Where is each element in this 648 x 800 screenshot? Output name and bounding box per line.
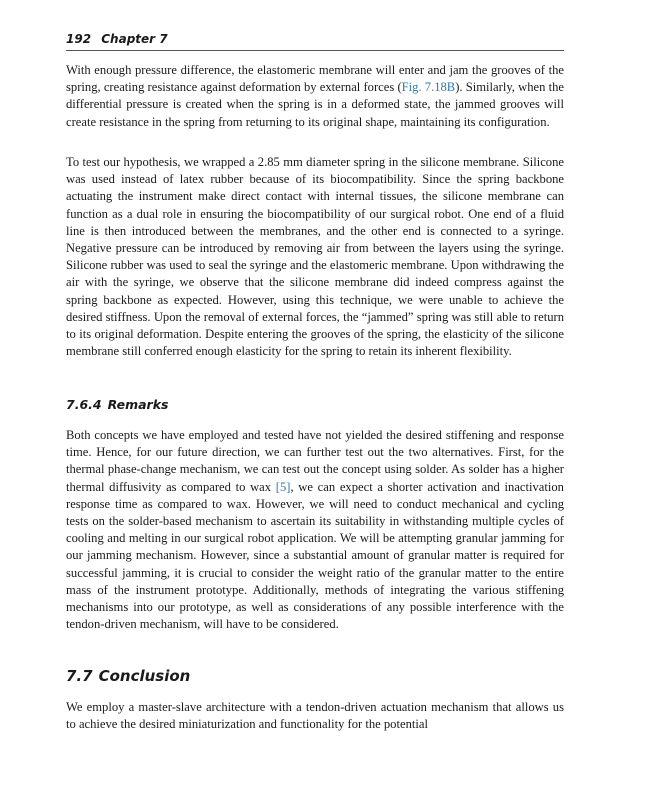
paragraph-remarks bbox=[66, 427, 564, 633]
citation-reference-link[interactable]: [5] bbox=[275, 479, 291, 494]
figure-reference-link[interactable]: Fig. 7.18B bbox=[401, 80, 456, 95]
paragraph-text: With enough pressure difference, the elastomeric membrane will enter and jam the grooves of the spring, creating resistance against deformation by external forces ( bbox=[66, 63, 564, 95]
paragraph-conclusion: We employ a master-slave architecture with a tendon-driven actuation mechanism that allows us to achieve the desired miniaturization and functionality for the potential bbox=[66, 700, 564, 732]
paragraph-text: , we can expect a shorter activation and inactivation response time as compared to wax. However, we will need to conduct mechanical and cycling tests on the solder-based mechanism to ascertain its suitability in withstanding multiple cycles of cooling and melting in our surgical robot application. We will be attempting granular jamming for our jamming mechanism. However, since a substantial amount of granular matter is required for successful jamming, it is crucial to consider the weight ratio of the granular matter to the entire mass of the instrument prototype. Additionally, methods of integrating the various stiffening mechanisms into our prototype, as well as considerations of any possible interference with the tendon-driven mechanism, will have to be considered. bbox=[66, 479, 564, 632]
section-title: Conclusion bbox=[98, 667, 191, 685]
section-number: 7.6.4 bbox=[66, 397, 102, 412]
section-heading-conclusion bbox=[66, 667, 190, 685]
paragraph-text: Both concepts we have employed and tested have not yielded the desired stiffening and response time. Hence, for our future direction, we can further test out the two alternatives. First, for the thermal phase-change mechanism, we can test out the concept using solder. As solder has a higher thermal diffusivity as compared to wax bbox=[66, 428, 564, 494]
section-number: 7.7 bbox=[66, 667, 93, 685]
page-number: 192 bbox=[66, 32, 92, 46]
section-heading-remarks bbox=[66, 397, 168, 412]
paragraph-hypothesis-test: To test our hypothesis, we wrapped a 2.85 mm diameter spring in the silicone membrane. Silicone was used instead of latex rubber because of its biocompatibility. Since the spring backbone actuating the instrument make direct contact with internal tissues, the silicone membrane can function as a dual role in ensuring the biocompatibility of our surgical robot. One end of a fluid line is then introduced between the membranes, and the other end is connected to a syringe. Negative pressure can be introduced by removing air from between the layers using the syringe. Silicone rubber was used to seal the syringe and the elastomeric membrane. Upon withdrawing the air with the syringe, we observe that the silicone membrane did indeed compress against the spring backbone as expected. However, using this technique, we were unable to achieve the desired stiffness. Upon the removal of external forces, the “jammed” spring was still able to return to its original deformation. Despite entering the grooves of the spring, the elasticity of the silicone membrane still conferred enough elasticity for the spring to retain its inherent flexibility. bbox=[66, 155, 564, 359]
paragraph-jamming-grooves bbox=[66, 62, 564, 131]
header-rule bbox=[66, 50, 564, 51]
section-title: Remarks bbox=[107, 397, 169, 412]
chapter-label: Chapter 7 bbox=[101, 32, 168, 46]
running-header bbox=[66, 32, 564, 46]
paragraph-text: ). Similarly, when the differential pressure is created when the spring is in a deformed state, the jammed grooves will create resistance in the spring from returning to its original shape, maintaining its configuration. bbox=[66, 80, 564, 129]
